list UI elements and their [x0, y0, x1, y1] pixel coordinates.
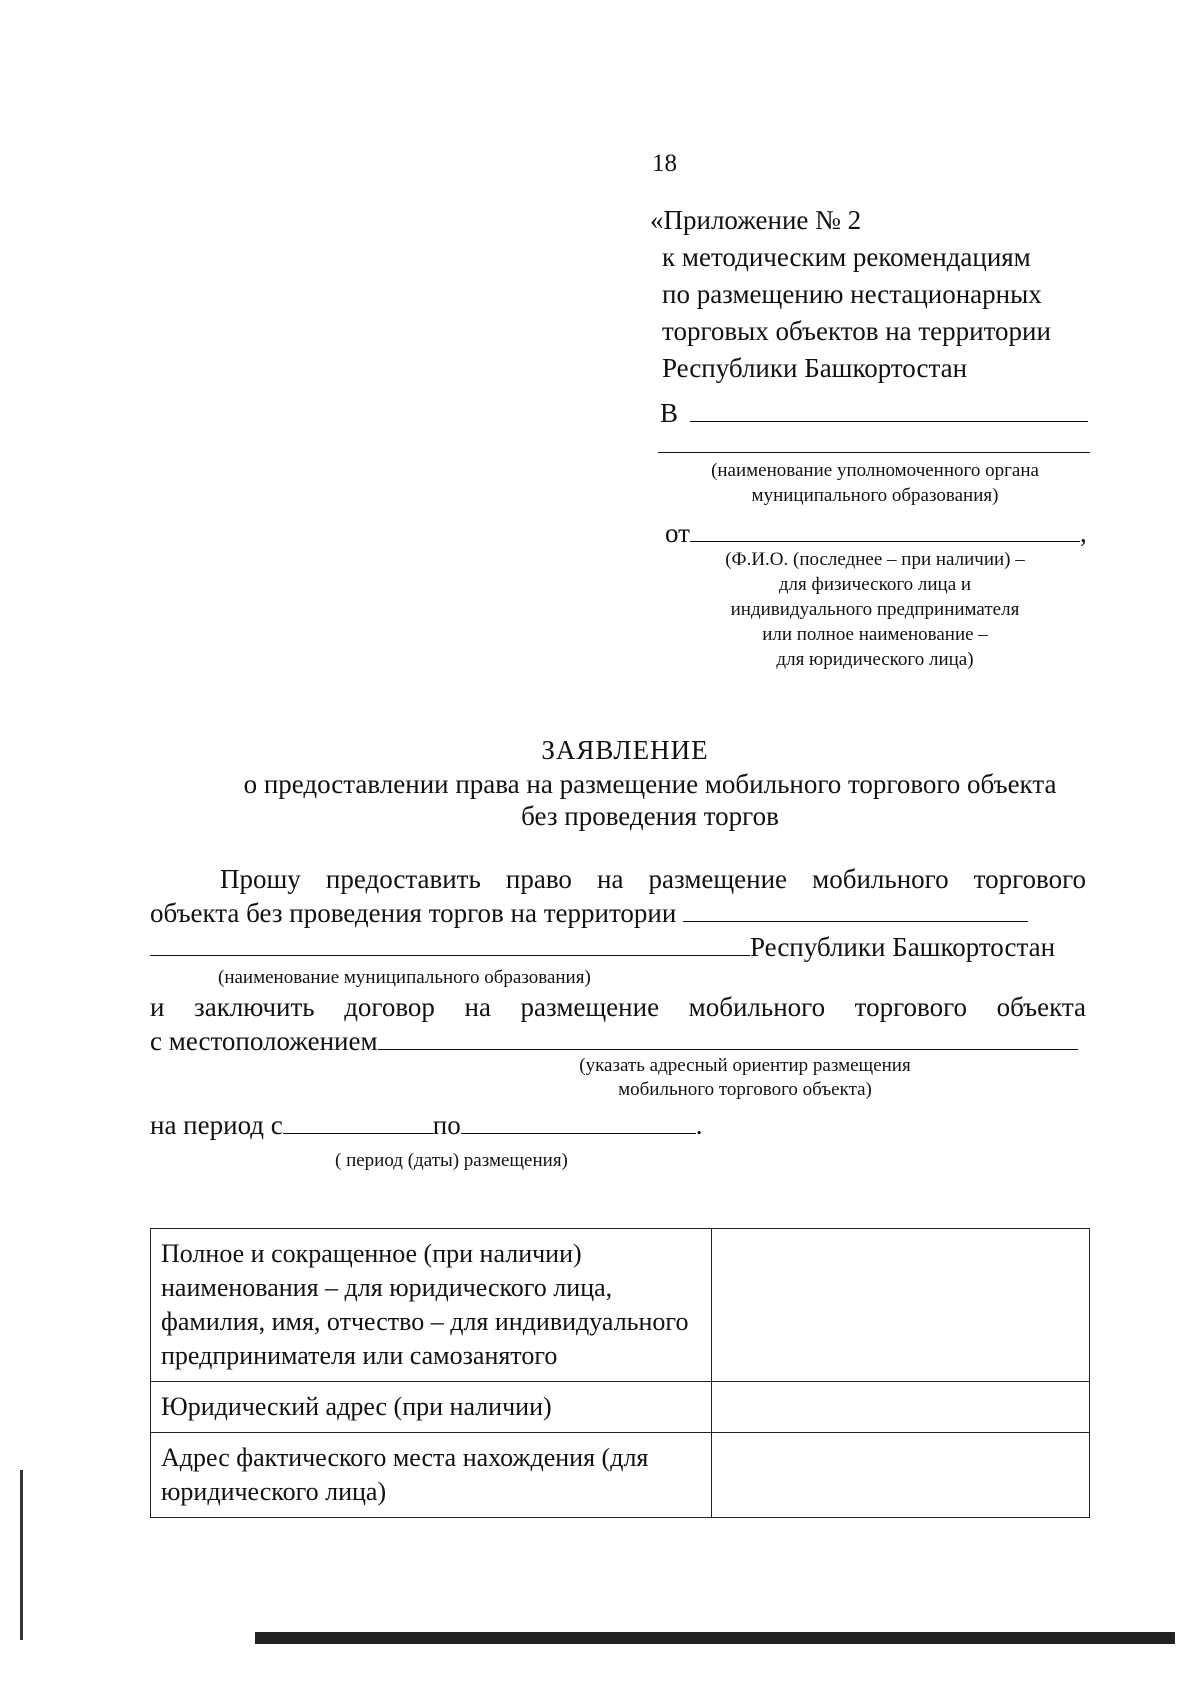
from-prefix: от [665, 518, 690, 548]
appendix-line: по размещению нестационарных [662, 279, 1042, 309]
subtitle-line: о предоставлении права на размещение мобильного торгового объекта [243, 769, 1057, 799]
period-start-field[interactable] [283, 1111, 433, 1134]
note-line: индивидуального предпринимателя [730, 599, 1020, 620]
appendix-line: «Приложение № 2 [650, 205, 862, 235]
applicant-name-note [660, 547, 1090, 672]
document-subtitle [150, 768, 1150, 832]
appendix-line: торговых объектов на территории [662, 316, 1051, 346]
paragraph-text: с местоположением [150, 1026, 378, 1056]
note-line: или полное наименование – [762, 624, 988, 645]
to-authority-field-line2[interactable] [658, 452, 1090, 453]
appendix-line: к методическим рекомендациям [662, 242, 1031, 272]
applicant-name-field[interactable] [690, 519, 1080, 542]
subtitle-line: без проведения торгов [521, 801, 779, 831]
paragraph-text: Республики Башкортостан [750, 932, 1056, 962]
paragraph-line: и заключить договор на размещение мобильного торгового объекта [150, 992, 1086, 1022]
addressee-from-line [665, 518, 1087, 549]
period-note: ( период (даты) размещения) [335, 1150, 568, 1171]
request-paragraph [150, 862, 1086, 964]
row-label: Полное и сокращенное (при наличии) наименования – для юридического лица, фамилия, имя, отчество – для индивидуального предпринимателя или самозанятого [151, 1229, 712, 1382]
page-number: 18 [652, 150, 677, 177]
paragraph-line [150, 896, 1086, 930]
note-line: для юридического лица) [776, 649, 974, 670]
applicant-info-table [150, 1228, 1090, 1518]
period-end-field[interactable] [461, 1111, 696, 1134]
row-value-field[interactable] [712, 1382, 1090, 1433]
note-line: (Ф.И.О. (последнее – при наличии) – [725, 549, 1025, 570]
municipality-note: (наименование муниципального образования) [218, 967, 591, 988]
table-row [151, 1382, 1090, 1433]
scan-edge-mark [20, 1470, 23, 1640]
row-label: Юридический адрес (при наличии) [151, 1382, 712, 1433]
note-line: (указать адресный ориентир размещения [579, 1055, 911, 1076]
period-mid: по [432, 1110, 461, 1140]
scan-bottom-bar [255, 1632, 1175, 1644]
addressee-to-line [660, 398, 1088, 429]
municipality-field-line2[interactable] [150, 933, 750, 956]
note-line: (наименование уполномоченного органа [711, 460, 1039, 481]
appendix-header [650, 202, 1051, 387]
paragraph-line [150, 1024, 1086, 1058]
appendix-line: Республики Башкортостан [662, 353, 968, 383]
row-value-field[interactable] [712, 1433, 1090, 1518]
contract-paragraph [150, 990, 1086, 1058]
period-end: . [695, 1110, 703, 1140]
from-suffix: , [1079, 518, 1087, 548]
location-note [500, 1054, 990, 1102]
to-authority-field[interactable] [690, 399, 1088, 422]
to-prefix: В [660, 398, 679, 428]
table-row [151, 1433, 1090, 1518]
row-value-field[interactable] [712, 1229, 1090, 1382]
period-prefix: на период с [150, 1110, 283, 1140]
paragraph-line [150, 930, 1086, 964]
period-line [150, 1110, 702, 1141]
note-line: мобильного торгового объекта) [618, 1079, 872, 1100]
document-title: ЗАЯВЛЕНИЕ [541, 735, 709, 765]
note-line: для физического лица и [778, 574, 972, 595]
row-label: Адрес фактического места нахождения (для юридического лица) [151, 1433, 712, 1518]
paragraph-line: Прошу предоставить право на размещение мобильного торгового [220, 864, 1086, 894]
location-field[interactable] [378, 1027, 1078, 1050]
note-line: муниципального образования) [751, 485, 999, 506]
table-row [151, 1229, 1090, 1382]
municipality-field[interactable] [683, 899, 1028, 922]
paragraph-text: объекта без проведения торгов на территории [150, 898, 677, 928]
to-authority-note [660, 458, 1090, 508]
